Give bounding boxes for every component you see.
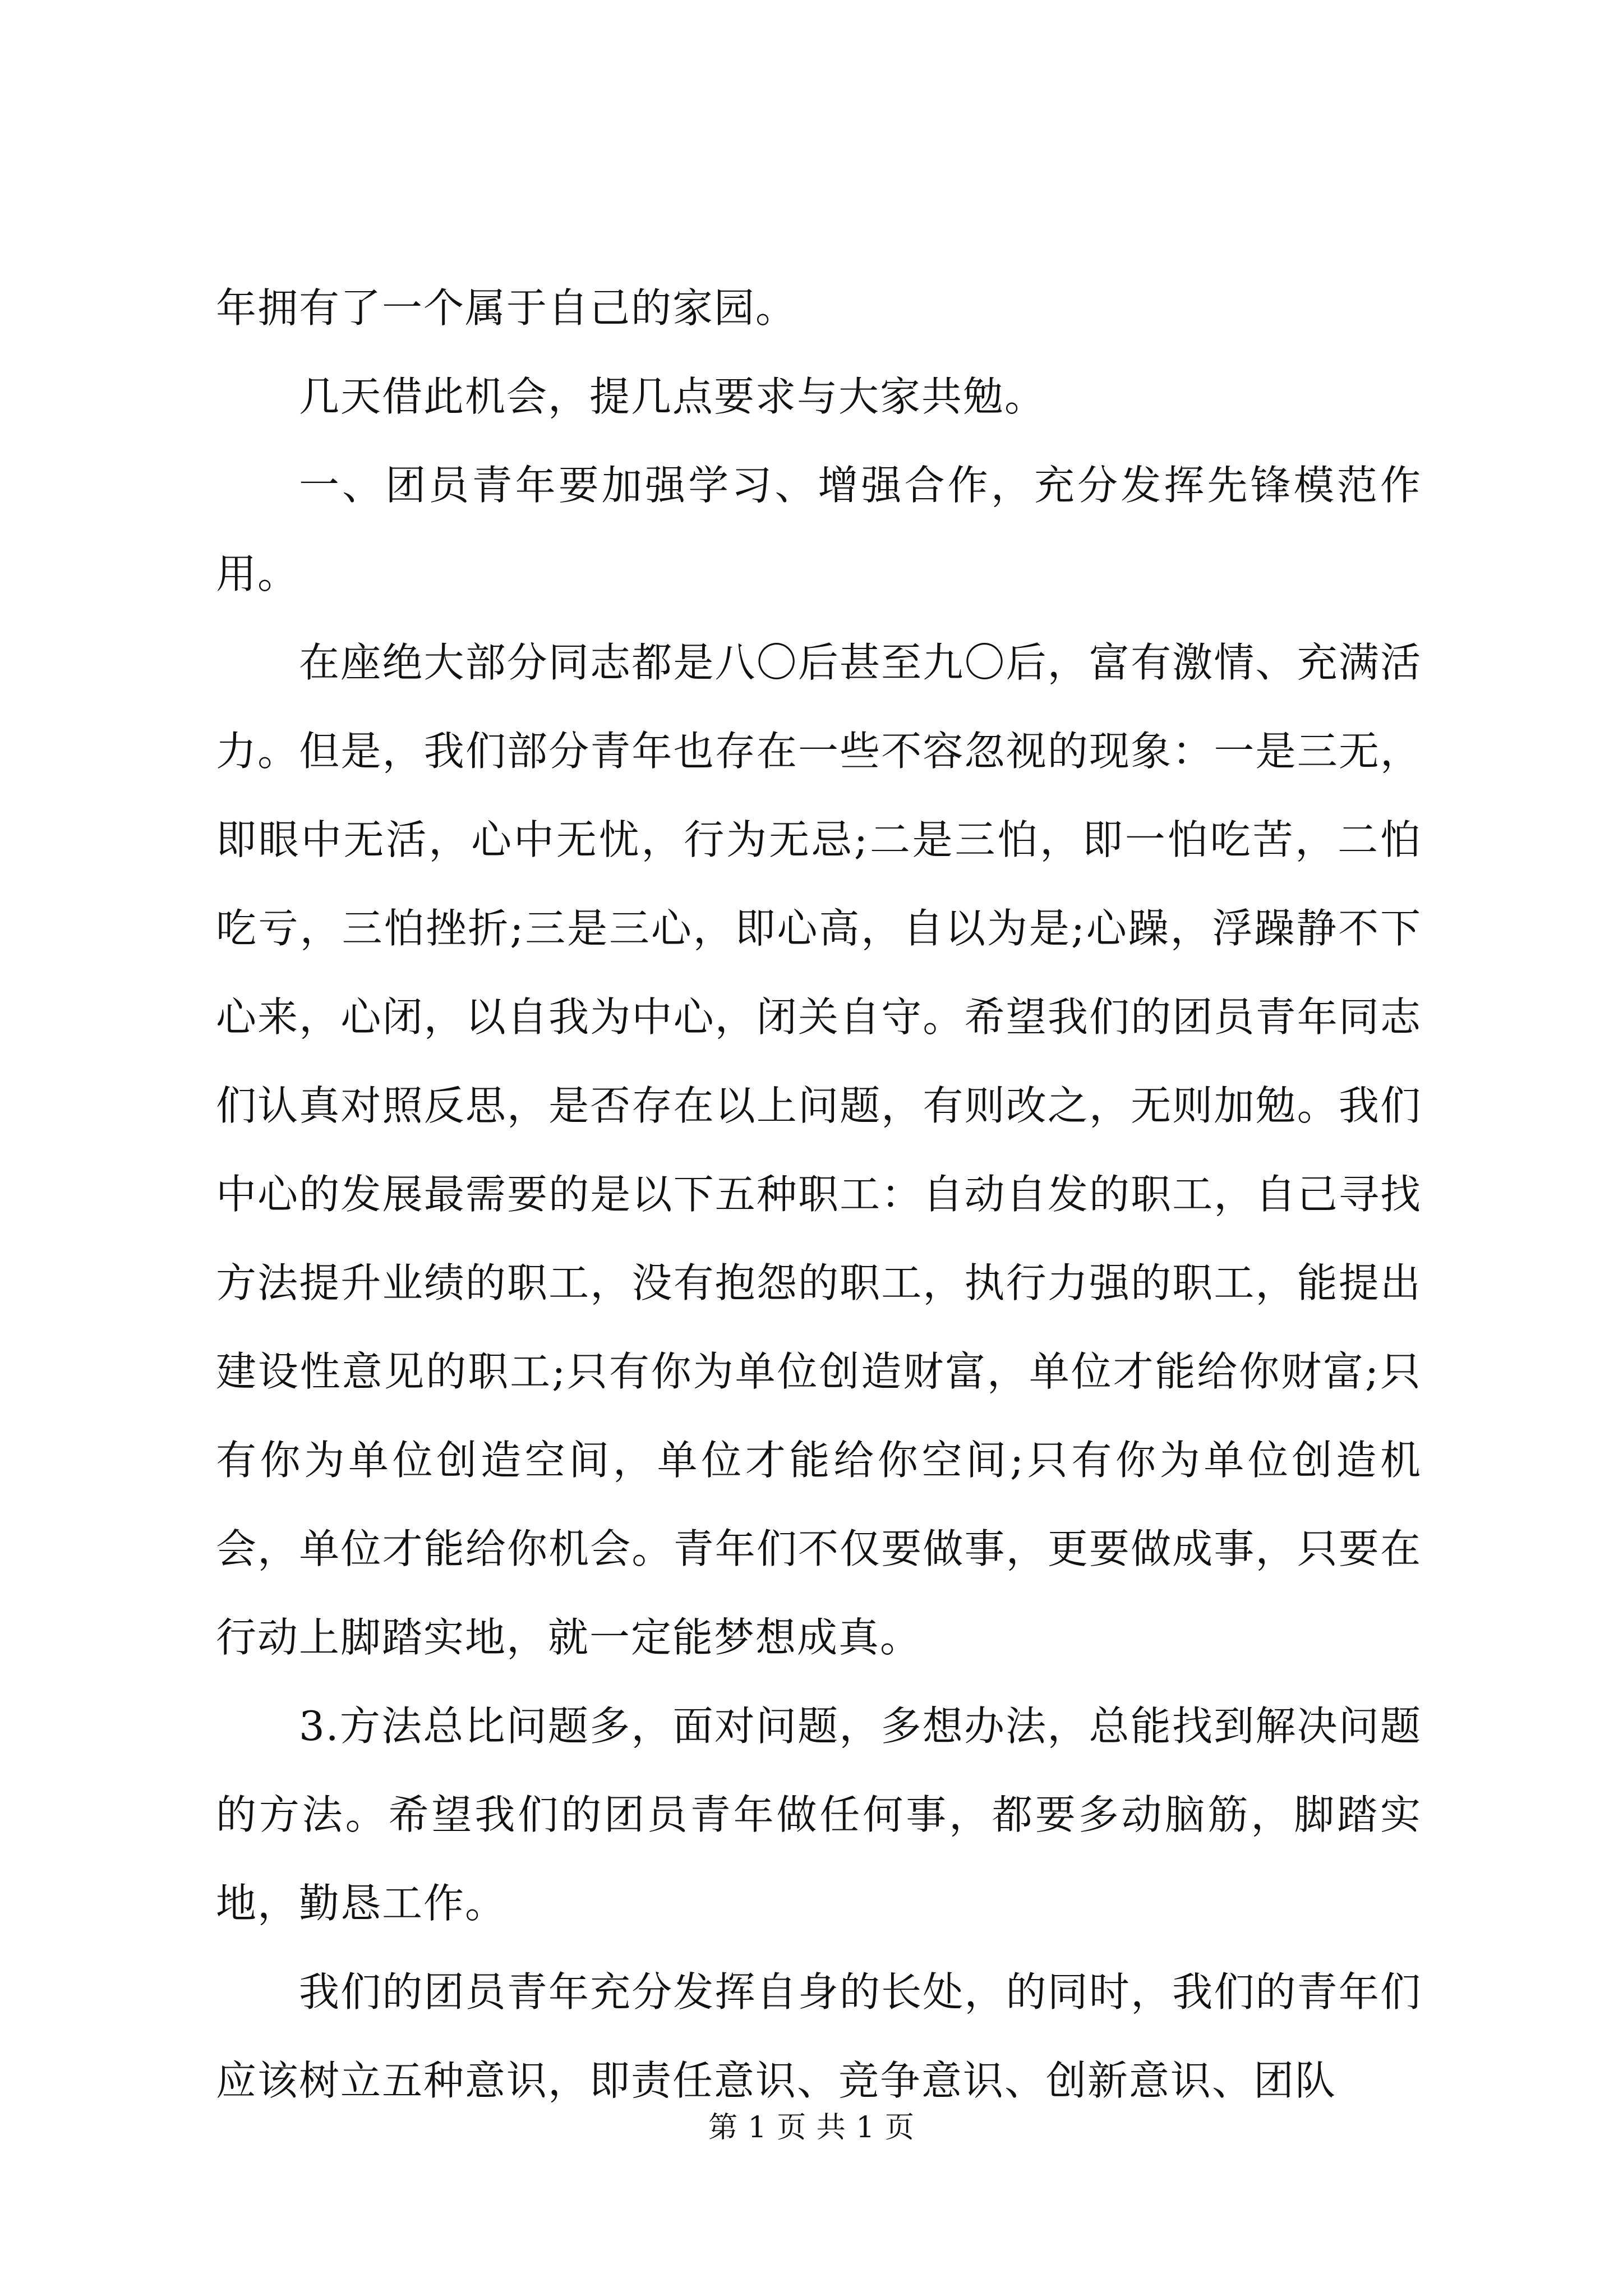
document-body <box>216 264 1422 2125</box>
paragraph-point-3: 3.方法总比问题多，面对问题，多想办法，总能找到解决问题的方法。希望我们的团员青年做任何事，都要多动脑筋，脚踏实地，勤恳工作。 <box>216 1703 1422 1927</box>
paragraph-continuation: 年拥有了一个属于自己的家园。 <box>216 284 797 332</box>
paragraph-closing: 我们的团员青年充分发挥自身的长处，的同时，我们的青年们应该树立五种意识，即责任意识、竞争意识、创新意识、团队 <box>216 1968 1422 2104</box>
page-footer: 第 1 页 共 1 页 <box>708 2111 915 2145</box>
section-heading-1: 一、团员青年要加强学习、增强合作，充分发挥先锋模范作用。 <box>216 462 1422 597</box>
paragraph-intro: 几天借此机会，提几点要求与大家共勉。 <box>299 373 1046 420</box>
paragraph-body: 在座绝大部分同志都是八〇后甚至九〇后，富有激情、充满活力。但是，我们部分青年也存在一些不容忽视的现象：一是三无，即眼中无活，心中无忧，行为无忌;二是三怕，即一怕吃苦，二怕吃亏，三怕挫折;三是三心，即心高，自以为是;心躁，浮躁静不下心来，心闭，以自我为中心，闭关自守。希望我们的团员青年同志们认真对照反思，是否存在以上问题，有则改之，无则加勉。我们中心的发展最需要的是以下五种职工：自动自发的职工，自己寻找方法提升业绩的职工，没有抱怨的职工，执行力强的职工，能提出建设性意见的职工;只有你为单位创造财富，单位才能给你财富;只有你为单位创造空间，单位才能给你空间;只有你为单位创造机会，单位才能给你机会。青年们不仅要做事，更要做成事，只要在行动上脚踏实地，就一定能梦想成真。 <box>216 639 1422 1661</box>
